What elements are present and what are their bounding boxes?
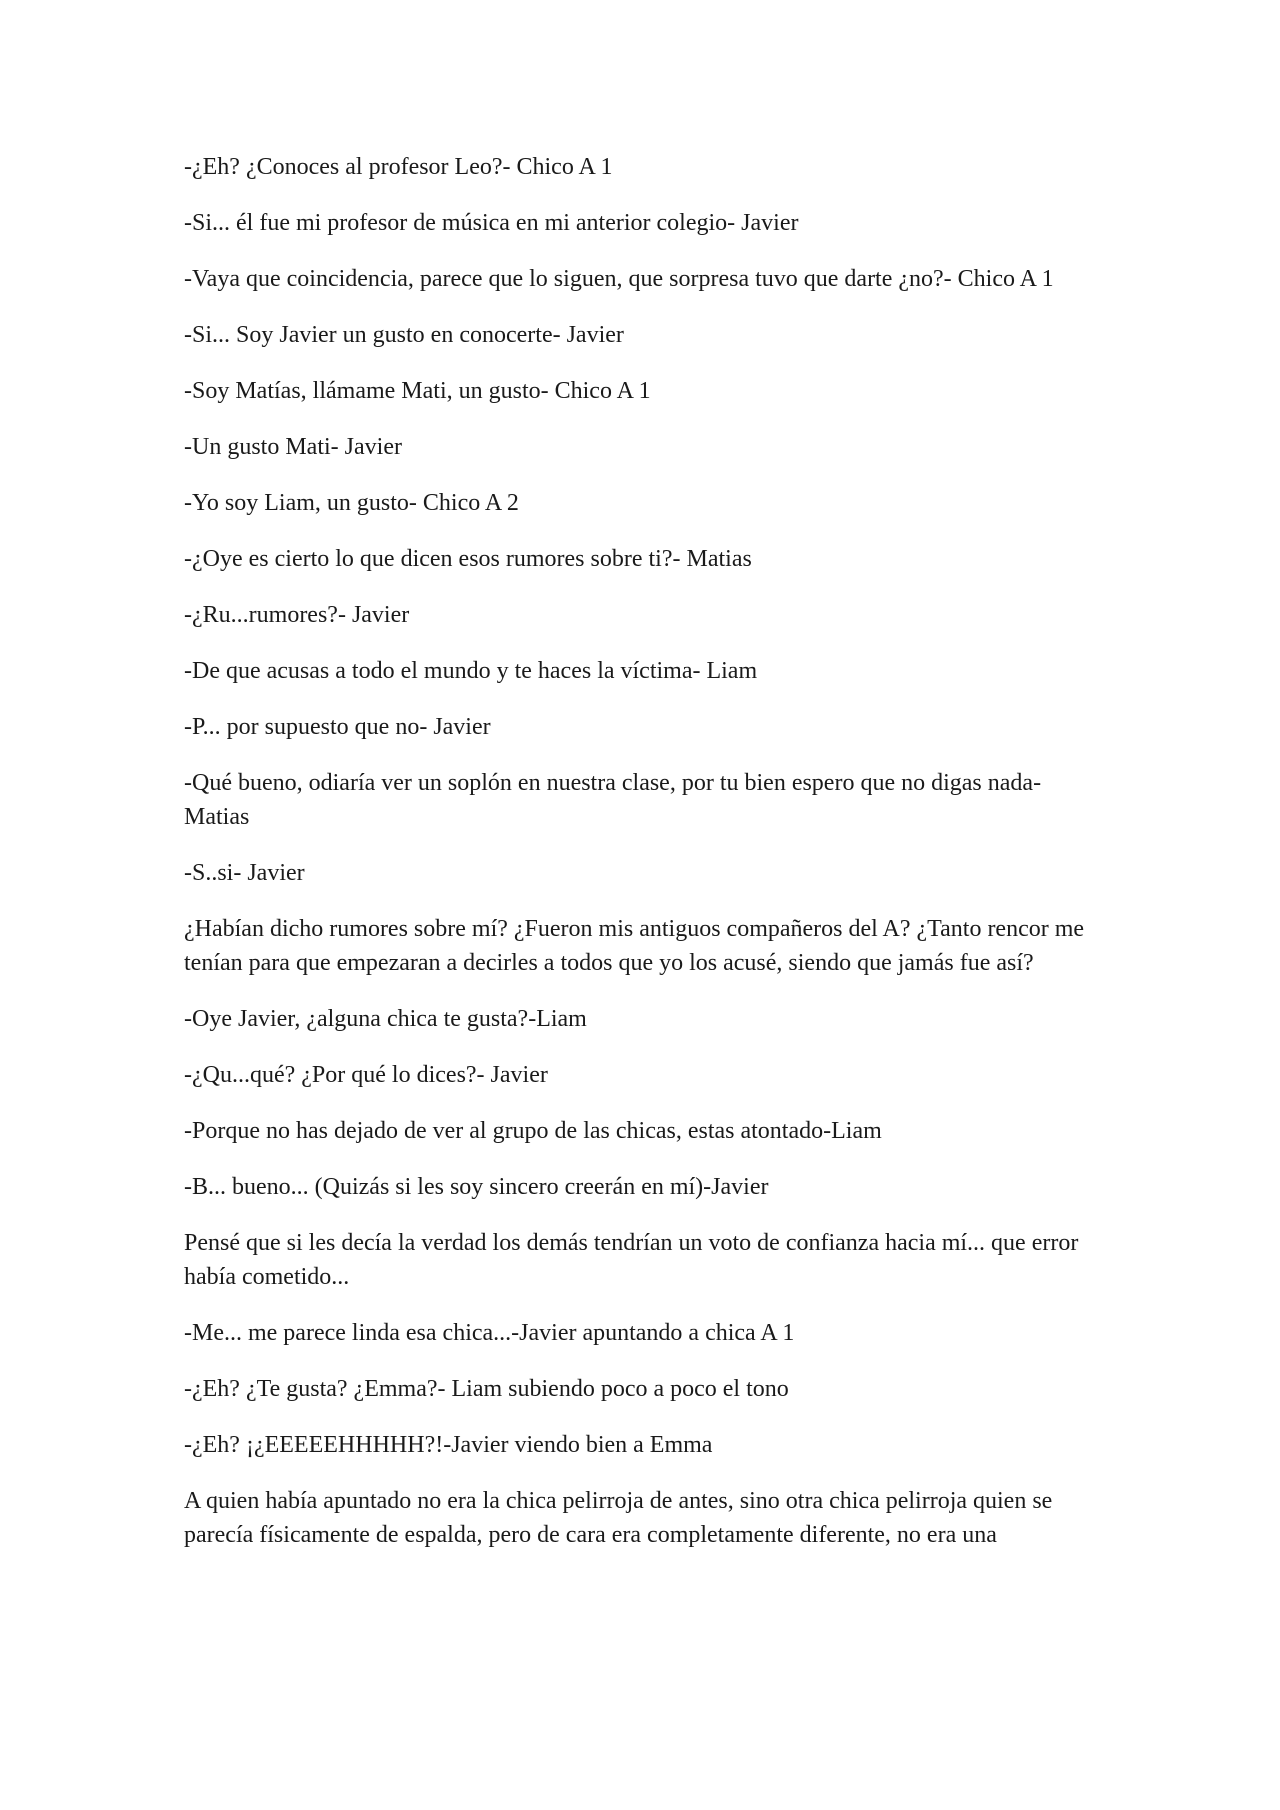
paragraph: -Un gusto Mati- Javier bbox=[184, 434, 402, 460]
paragraph: -B... bueno... (Quizás si les soy sincero creerán en mí)-Javier bbox=[184, 1174, 769, 1200]
paragraph: -Si... Soy Javier un gusto en conocerte- Javier bbox=[184, 322, 624, 348]
paragraph: -S..si- Javier bbox=[184, 860, 305, 886]
paragraph: -¿Qu...qué? ¿Por qué lo dices?- Javier bbox=[184, 1062, 548, 1088]
paragraph: -¿Eh? ¡¿EEEEEHHHHH?!-Javier viendo bien a Emma bbox=[184, 1432, 713, 1458]
paragraph: -Oye Javier, ¿alguna chica te gusta?-Liam bbox=[184, 1006, 587, 1032]
paragraph: -¿Ru...rumores?- Javier bbox=[184, 602, 410, 628]
paragraph: -Soy Matías, llámame Mati, un gusto- Chico A 1 bbox=[184, 378, 651, 404]
paragraph: -¿Eh? ¿Conoces al profesor Leo?- Chico A 1 bbox=[184, 154, 613, 180]
document-body bbox=[184, 150, 1104, 1574]
paragraph: -Me... me parece linda esa chica...-Javier apuntando a chica A 1 bbox=[184, 1320, 795, 1346]
paragraph: -¿Oye es cierto lo que dicen esos rumores sobre ti?- Matias bbox=[184, 546, 752, 572]
paragraph: A quien había apuntado no era la chica pelirroja de antes, sino otra chica pelirroja quien se parecía físicamente de espalda, pero de cara era completamente diferente, no era una bbox=[184, 1488, 1053, 1548]
paragraph: -Qué bueno, odiaría ver un soplón en nuestra clase, por tu bien espero que no digas nada- Matias bbox=[184, 770, 1042, 830]
paragraph: -De que acusas a todo el mundo y te haces la víctima- Liam bbox=[184, 658, 758, 684]
paragraph: -P... por supuesto que no- Javier bbox=[184, 714, 491, 740]
paragraph: -Si... él fue mi profesor de música en mi anterior colegio- Javier bbox=[184, 210, 799, 236]
paragraph: -¿Eh? ¿Te gusta? ¿Emma?- Liam subiendo poco a poco el tono bbox=[184, 1376, 789, 1402]
paragraph: -Vaya que coincidencia, parece que lo siguen, que sorpresa tuvo que darte ¿no?- Chico A 1 bbox=[184, 266, 1054, 292]
paragraph: ¿Habían dicho rumores sobre mí? ¿Fueron mis antiguos compañeros del A? ¿Tanto rencor me tenían para que empezaran a decirles a todos que yo los acusé, siendo que jamás fue así? bbox=[184, 916, 1085, 976]
paragraph: -Porque no has dejado de ver al grupo de las chicas, estas atontado-Liam bbox=[184, 1118, 882, 1144]
paragraph: Pensé que si les decía la verdad los demás tendrían un voto de confianza hacia mí... que error había cometido... bbox=[184, 1230, 1079, 1290]
paragraph: -Yo soy Liam, un gusto- Chico A 2 bbox=[184, 490, 519, 516]
